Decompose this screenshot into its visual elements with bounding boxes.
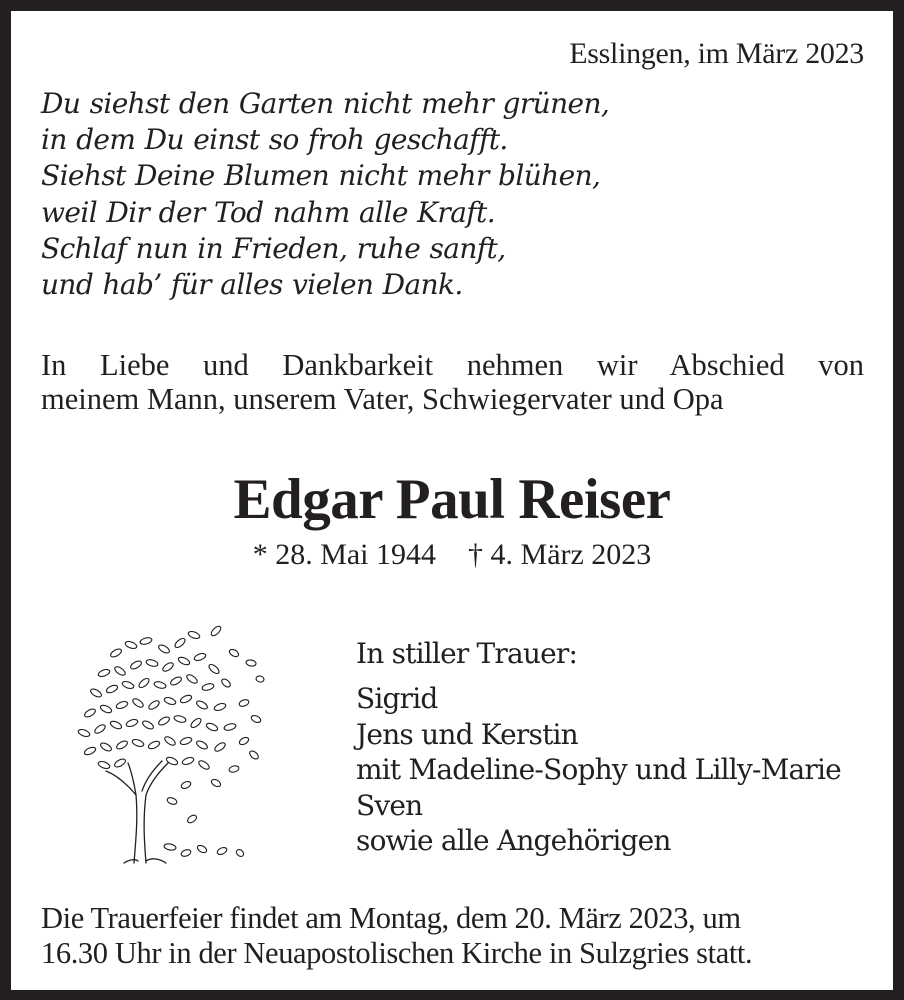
poem-line: und hab’ für alles vielen Dank. xyxy=(41,268,463,302)
poem-line: in dem Du einst so froh geschafft. xyxy=(41,123,508,157)
mourner-name: sowie alle Angehörigen xyxy=(356,824,671,857)
death-date: † 4. März 2023 xyxy=(468,538,652,571)
mourners-heading: In stiller Trauer: xyxy=(356,637,578,670)
place-date: Esslingen, im März 2023 xyxy=(569,37,864,70)
mourner-name: mit Madeline-Sophy und Lilly-Marie xyxy=(356,753,841,786)
mourner-name: Sven xyxy=(356,788,423,822)
poem-line: Du siehst den Garten nicht mehr grünen, xyxy=(41,87,610,120)
mourner-name: Sigrid xyxy=(356,682,438,715)
birth-date: * 28. Mai 1944 xyxy=(252,538,437,571)
poem xyxy=(41,86,609,303)
intro-line: meinem Mann, unserem Vater, Schwiegervater und Opa xyxy=(41,382,724,416)
ceremony-line: 16.30 Uhr in der Neuapostolischen Kirche in Sulzgries statt. xyxy=(41,936,753,970)
mourners xyxy=(356,636,841,859)
farewell-intro xyxy=(41,348,864,416)
ceremony-line: Die Trauerfeier findet am Montag, dem 20. März 2023, um xyxy=(41,901,741,935)
poem-line: weil Dir der Tod nahm alle Kraft. xyxy=(41,195,495,229)
tree-in-wind-icon xyxy=(76,623,276,869)
deceased-name: Edgar Paul Reiser xyxy=(233,468,671,531)
poem-line: Siehst Deine Blumen nicht mehr blühen, xyxy=(41,159,601,193)
intro-line: In Liebe und Dankbarkeit nehmen wir Abschied von xyxy=(41,348,864,382)
ceremony-info xyxy=(41,901,864,971)
mourner-name: Jens und Kerstin xyxy=(356,717,578,751)
obituary-notice xyxy=(11,11,893,990)
poem-line: Schlaf nun in Frieden, ruhe sanft, xyxy=(41,231,506,265)
life-dates xyxy=(11,537,893,573)
